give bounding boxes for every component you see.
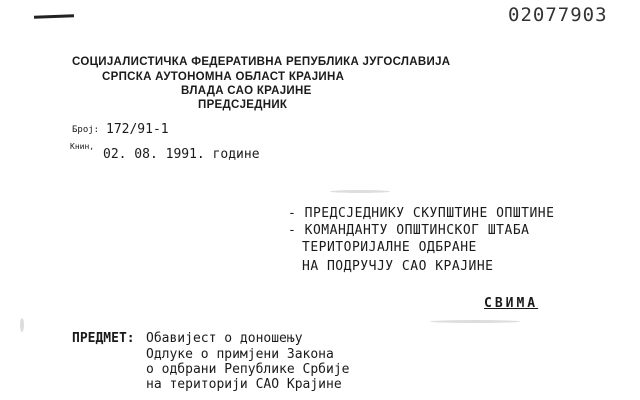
addressee-line-2: - КОМАНДАНТУ ОПШТИНСКОГ ШТАБА	[288, 223, 530, 238]
subject-line-3: о одбрани Републике Србије	[146, 362, 350, 377]
header-region: СРПСКА АУТОНОМНА ОБЛАСТ КРАЈИНА	[102, 71, 345, 83]
subject-label: ПРЕДМЕТ:	[72, 331, 135, 346]
scan-smudge	[20, 318, 24, 332]
addressee-line-4: НА ПОДРУЧЈУ САО КРАЈИНЕ	[302, 259, 494, 274]
addressee-line-3: ТЕРИТОРИЈАЛНЕ ОДБРАНЕ	[302, 240, 477, 255]
subject-line-1: Обавијест о доношењу	[146, 331, 303, 346]
header-office: ПРЕДСЈЕДНИК	[198, 99, 288, 111]
document-date: 02. 08. 1991. године	[103, 147, 260, 162]
subject-line-2: Одлуке о примјени Закона	[146, 347, 334, 362]
scan-smudge	[330, 190, 390, 193]
header-government: ВЛАДА САО КРАЈИНЕ	[181, 85, 312, 97]
broj-label: Број:	[72, 125, 100, 135]
pen-mark	[34, 14, 74, 18]
subject-line-4: на територији САО Крајине	[146, 377, 342, 392]
addressee-all: СВИМА	[484, 296, 539, 311]
header-country: СОЦИЈАЛИСТИЧКА ФЕДЕРАТИВНА РЕПУБЛИКА ЈУГОСЛАВИЈА	[72, 56, 451, 68]
broj-value: 172/91-1	[106, 122, 169, 137]
document-number: 02077903	[508, 4, 608, 26]
addressee-line-1: - ПРЕДСЈЕДНИКУ СКУПШТИНЕ ОПШТИНЕ	[288, 206, 555, 221]
scan-smudge	[430, 320, 520, 323]
place-label: Книн,	[70, 142, 95, 151]
